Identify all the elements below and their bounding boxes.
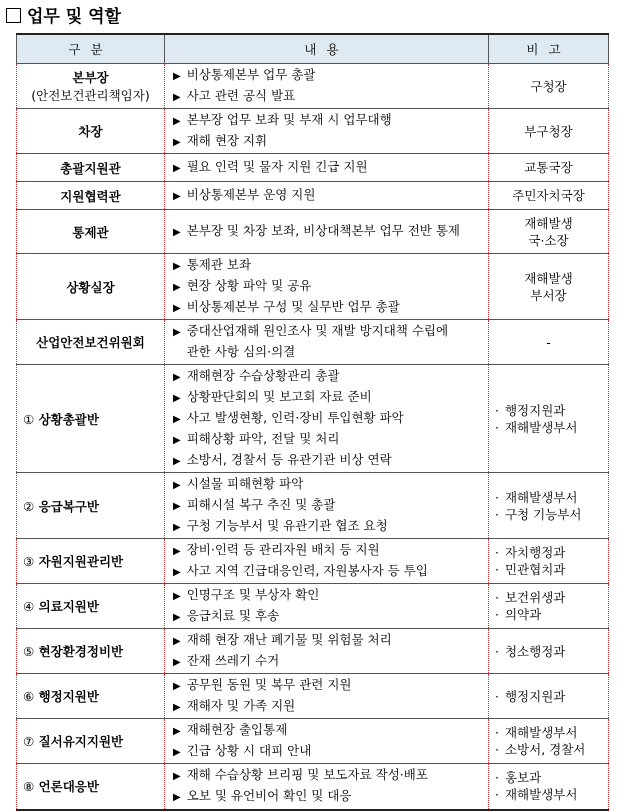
division-number: ③	[23, 554, 35, 569]
content-item	[173, 741, 484, 762]
content-item-text: 응급치료 및 후송	[186, 608, 280, 623]
triangle-bullet-icon: ▶	[173, 771, 181, 783]
division-number: ①	[23, 411, 35, 427]
content-item-text: 본부장 업무 보좌 및 부재 시 업무대행	[186, 112, 392, 127]
note-cell	[489, 109, 609, 154]
triangle-bullet-icon: ▶	[173, 372, 181, 383]
division-name: 상황총괄반	[38, 411, 99, 427]
note-text	[495, 561, 604, 578]
note-text	[495, 606, 604, 623]
table-row	[17, 719, 609, 764]
division-name: 현장환경정비반	[38, 644, 124, 659]
dot-bullet-icon: ·	[495, 643, 499, 659]
note-text	[495, 419, 604, 436]
dot-bullet-icon: ·	[495, 725, 499, 740]
division-number: ⑦	[23, 734, 35, 749]
table-row	[17, 254, 609, 320]
content-item	[173, 131, 484, 152]
division-cell	[17, 764, 165, 810]
division-name: 본부장	[72, 70, 109, 85]
note-cell	[489, 629, 609, 674]
note-text-value: 청소행정과	[504, 643, 566, 659]
division-cell	[17, 154, 165, 182]
division-cell	[17, 182, 165, 210]
note-text-value: 민관협치과	[504, 562, 566, 577]
note-text-value: 재해발생	[524, 270, 573, 286]
division-number: ④	[23, 599, 35, 614]
triangle-bullet-icon: ▶	[173, 163, 181, 174]
content-item-text: 상황판단회의 및 보고회 자료 준비	[186, 389, 372, 404]
content-item	[173, 675, 484, 696]
content-item	[173, 297, 484, 318]
content-item-text: 인명구조 및 부상자 확인	[186, 587, 320, 602]
division-name: 총괄지원관	[60, 160, 121, 176]
content-cell	[165, 109, 489, 154]
triangle-bullet-icon: ▶	[173, 227, 181, 238]
note-text-value: 행정지원과	[504, 688, 566, 704]
dot-bullet-icon: ·	[495, 688, 499, 704]
content-item	[173, 185, 484, 206]
division-cell	[17, 64, 165, 109]
content-item-text: 시설물 피해현황 파악	[186, 476, 304, 491]
table-header-row	[17, 34, 609, 64]
content-item-text: 사고 관련 공식 발표	[186, 88, 296, 103]
content-item	[173, 630, 484, 651]
content-item-text: 재해 현장 재난 폐기물 및 위험물 처리	[186, 632, 392, 647]
dot-bullet-icon: ·	[495, 607, 499, 622]
content-item-text: 재해 현장 지휘	[186, 133, 268, 148]
content-item-text: 비상통제본부 구성 및 실무반 업무 총괄	[186, 299, 400, 314]
content-item-text: 비상통제본부 업무 총괄	[186, 67, 316, 82]
section-title-text: 업무 및 역할	[27, 7, 121, 27]
table-row	[17, 473, 609, 539]
division-name: 자원지원관리반	[38, 554, 124, 569]
note-text	[495, 506, 604, 523]
section-title	[6, 2, 121, 27]
roles-table	[16, 33, 609, 811]
triangle-bullet-icon: ▶	[173, 726, 181, 737]
note-text-value: 주민자치국장	[512, 188, 585, 203]
note-text	[493, 78, 604, 95]
table-row	[17, 764, 609, 810]
note-text	[495, 769, 604, 786]
division-cell	[17, 584, 165, 629]
note-cell	[489, 254, 609, 320]
triangle-bullet-icon: ▶	[173, 116, 181, 127]
checkbox-square-icon	[6, 8, 21, 23]
content-item	[173, 408, 484, 429]
triangle-bullet-icon: ▶	[173, 261, 181, 272]
dot-bullet-icon: ·	[495, 770, 499, 786]
content-cell	[165, 154, 489, 182]
content-item-text: 통제관 보좌	[186, 257, 252, 272]
content-item-text: 재해자 및 가족 지원	[186, 698, 296, 713]
note-text-value: 재해발생부서	[504, 419, 578, 435]
triangle-bullet-icon: ▶	[173, 522, 181, 533]
dot-bullet-icon: ·	[495, 562, 499, 577]
note-text-value: 의약과	[504, 607, 542, 622]
triangle-bullet-icon: ▶	[173, 681, 181, 692]
note-text	[495, 589, 604, 606]
content-item-text: 재해 수습상황 브리핑 및 보도자료 작성·배포	[186, 767, 428, 783]
triangle-bullet-icon: ▶	[173, 303, 181, 314]
table-row	[17, 674, 609, 719]
table-row	[17, 64, 609, 109]
content-cell	[165, 473, 489, 539]
triangle-bullet-icon: ▶	[173, 657, 181, 668]
division-name: 통제관	[72, 224, 109, 240]
division-cell	[17, 629, 165, 674]
note-cell	[489, 719, 609, 764]
division-name: 상황실장	[66, 279, 115, 295]
division-name: 지원협력관	[60, 188, 121, 204]
table-row	[17, 182, 609, 210]
note-cell	[489, 674, 609, 719]
triangle-bullet-icon: ▶	[173, 567, 181, 578]
division-cell	[17, 719, 165, 764]
note-text-value: -	[546, 334, 551, 350]
table-row	[17, 365, 609, 473]
dot-bullet-icon: ·	[495, 590, 499, 605]
division-cell	[17, 210, 165, 254]
table-row	[17, 109, 609, 154]
division-cell	[17, 365, 165, 473]
division-subtitle: (안전보건관리책임자)	[31, 88, 150, 103]
triangle-bullet-icon: ▶	[173, 282, 181, 293]
dot-bullet-icon: ·	[495, 545, 499, 560]
triangle-bullet-icon: ▶	[173, 393, 181, 404]
note-cell	[489, 182, 609, 210]
content-item	[173, 540, 484, 561]
note-cell	[489, 210, 609, 254]
content-item	[173, 450, 484, 471]
content-item-text: 관한 사항 심의·의결	[186, 344, 296, 359]
note-text	[495, 402, 604, 419]
division-cell	[17, 320, 165, 365]
content-item	[173, 720, 484, 741]
content-cell	[165, 539, 489, 584]
dot-bullet-icon: ·	[495, 419, 499, 435]
content-item-text: 구청 기능부서 및 유관기관 협조 요청	[186, 518, 388, 533]
note-text	[495, 741, 604, 758]
content-cell	[165, 182, 489, 210]
content-item-text: 필요 인력 및 물자 지원 긴급 지원	[186, 159, 368, 174]
content-cell	[165, 764, 489, 810]
note-cell	[489, 365, 609, 473]
note-text-value: 재해발생부서	[504, 787, 578, 803]
content-cell	[165, 320, 489, 365]
division-number: ⑥	[23, 689, 35, 704]
content-item-text: 오보 및 유언비어 확인 및 대응	[186, 788, 352, 804]
content-item	[173, 221, 484, 242]
content-item	[173, 651, 484, 672]
note-text-value: 국·소장	[528, 232, 569, 248]
content-cell	[165, 674, 489, 719]
table-row	[17, 629, 609, 674]
content-cell	[165, 365, 489, 473]
triangle-bullet-icon: ▶	[173, 747, 181, 758]
content-item-text: 비상통제본부 운영 지원	[186, 187, 316, 202]
content-cell	[165, 629, 489, 674]
note-text-value: 자치행정과	[504, 545, 566, 560]
triangle-bullet-icon: ▶	[173, 435, 181, 446]
note-text-value: 보건위생과	[504, 590, 566, 605]
content-item-text: 피해시설 복구 추진 및 총괄	[186, 497, 336, 512]
triangle-bullet-icon: ▶	[173, 327, 181, 338]
content-item-text: 장비·인력 등 관리자원 배치 등 지원	[186, 542, 380, 557]
division-name: 산업안전보건위원회	[36, 335, 145, 350]
note-text	[495, 724, 604, 741]
content-item	[173, 387, 484, 408]
dot-bullet-icon: ·	[495, 742, 499, 757]
note-text-value: 홍보과	[504, 770, 542, 786]
note-text-value: 재해발생부서	[504, 489, 578, 505]
note-text	[493, 232, 604, 249]
note-text-value: 재해발생	[524, 215, 573, 231]
triangle-bullet-icon: ▶	[173, 414, 181, 425]
note-text	[495, 786, 604, 803]
content-item	[173, 86, 484, 107]
content-item-text: 본부장 및 차장 보좌, 비상대책본부 업무 전반 통제	[186, 223, 460, 238]
content-cell	[165, 210, 489, 254]
content-item	[173, 321, 484, 342]
content-item	[173, 495, 484, 516]
note-text-value: 재해발생부서	[504, 725, 578, 740]
note-text	[493, 334, 604, 351]
content-item-text: 현장 상황 파악 및 공유	[186, 278, 312, 293]
content-item	[173, 342, 484, 363]
content-item-text: 공무원 동원 및 복무 관련 지원	[186, 677, 352, 692]
note-text-value: 구청 기능부서	[504, 506, 582, 522]
division-cell	[17, 254, 165, 320]
triangle-bullet-icon: ▶	[173, 137, 181, 148]
content-item	[173, 65, 484, 86]
division-name: 응급복구반	[38, 498, 99, 514]
division-cell	[17, 109, 165, 154]
content-item	[173, 786, 484, 807]
note-text	[493, 287, 604, 304]
triangle-bullet-icon: ▶	[173, 792, 181, 804]
header-note: 비고	[489, 34, 609, 64]
dot-bullet-icon: ·	[495, 489, 499, 505]
content-item	[173, 276, 484, 297]
note-text	[495, 489, 604, 506]
triangle-bullet-icon: ▶	[173, 501, 181, 512]
note-cell	[489, 64, 609, 109]
header-content: 내용	[165, 34, 489, 64]
content-item	[173, 606, 484, 627]
note-text	[495, 544, 604, 561]
content-item	[173, 696, 484, 717]
content-item	[173, 474, 484, 495]
content-item	[173, 765, 484, 786]
note-text	[493, 187, 604, 204]
content-item-text: 소방서, 경찰서 등 유관기관 비상 연락	[186, 452, 392, 467]
note-text-value: 교통국장	[524, 160, 573, 175]
note-text	[495, 643, 604, 660]
note-text	[493, 123, 604, 140]
note-text	[493, 215, 604, 232]
content-item-text: 재해현장 수습상황관리 총괄	[186, 368, 340, 383]
note-cell	[489, 473, 609, 539]
triangle-bullet-icon: ▶	[173, 456, 181, 467]
note-text-value: 부서장	[530, 287, 567, 303]
triangle-bullet-icon: ▶	[173, 612, 181, 623]
content-cell	[165, 64, 489, 109]
note-text	[493, 270, 604, 287]
division-number: ②	[23, 498, 35, 514]
table-row	[17, 539, 609, 584]
note-text	[493, 159, 604, 176]
content-item-text: 사고 발생현황, 인력·장비 투입현황 파악	[186, 410, 404, 425]
table-row	[17, 320, 609, 365]
division-number: ⑧	[23, 779, 35, 795]
dot-bullet-icon: ·	[495, 402, 499, 418]
note-cell	[489, 584, 609, 629]
note-text-value: 소방서, 경찰서	[504, 742, 586, 757]
triangle-bullet-icon: ▶	[173, 702, 181, 713]
note-text-value: 행정지원과	[504, 402, 566, 418]
division-cell	[17, 674, 165, 719]
division-cell	[17, 539, 165, 584]
content-cell	[165, 719, 489, 764]
division-name: 행정지원반	[38, 689, 99, 704]
content-item	[173, 561, 484, 582]
note-text-value: 부구청장	[524, 123, 573, 139]
content-item-text: 사고 지역 긴급대응인력, 자원봉사자 등 투입	[186, 563, 428, 578]
content-item	[173, 585, 484, 606]
division-name: 차장	[78, 124, 103, 139]
note-cell	[489, 539, 609, 584]
note-text	[495, 688, 604, 705]
note-cell	[489, 320, 609, 365]
table-row	[17, 154, 609, 182]
triangle-bullet-icon: ▶	[173, 546, 181, 557]
table-row	[17, 584, 609, 629]
triangle-bullet-icon: ▶	[173, 591, 181, 602]
content-item-text: 긴급 상황 시 대피 안내	[186, 743, 312, 758]
note-cell	[489, 764, 609, 810]
content-item	[173, 110, 484, 131]
dot-bullet-icon: ·	[495, 787, 499, 803]
content-cell	[165, 584, 489, 629]
content-item	[173, 366, 484, 387]
header-division: 구분	[17, 34, 165, 64]
table-row	[17, 210, 609, 254]
content-item-text: 중대산업재해 원인조사 및 재발 방지대책 수립에	[186, 323, 449, 338]
note-cell	[489, 154, 609, 182]
division-name: 의료지원반	[38, 599, 99, 614]
division-name: 질서유지지원반	[38, 734, 124, 749]
content-item-text: 피해상황 파악, 전달 및 처리	[186, 431, 340, 446]
triangle-bullet-icon: ▶	[173, 480, 181, 491]
triangle-bullet-icon: ▶	[173, 92, 181, 103]
content-cell	[165, 254, 489, 320]
content-item	[173, 255, 484, 276]
triangle-bullet-icon: ▶	[173, 71, 181, 82]
content-item-text: 잔재 쓰레기 수거	[186, 653, 280, 668]
dot-bullet-icon: ·	[495, 506, 499, 522]
division-number: ⑤	[23, 644, 35, 659]
content-item	[173, 157, 484, 178]
note-text-value: 구청장	[530, 78, 567, 94]
content-item-text: 재해현장 출입통제	[186, 722, 288, 737]
content-item	[173, 429, 484, 450]
triangle-bullet-icon: ▶	[173, 191, 181, 202]
division-cell	[17, 473, 165, 539]
content-item	[173, 516, 484, 537]
triangle-bullet-icon: ▶	[173, 636, 181, 647]
division-name: 언론대응반	[38, 779, 99, 795]
